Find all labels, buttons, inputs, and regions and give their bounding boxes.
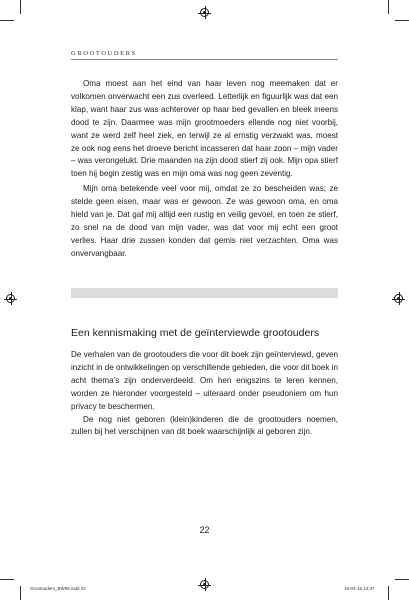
paragraph: De nog niet geboren (klein)kinderen die de grootouders noemen, zullen bij het verschijnen van dit boek waarschijnlijk al geboren zijn. [71,414,338,437]
section-divider-band [71,288,338,298]
paragraph: Mijn oma betekende veel voor mij, omdat ze zo bescheiden was; ze stelde geen eisen, maar was er gewoon. Ze was gewoon oma, en oma hield van je. Dat gaf mij altijd een rustig en veilig gevoel, en toen ze stierf, zo snel na de dood van mijn vader, was dat voor mij echt een groot verlies. Haar drie zussen konden dat gemis niet verzachten. Oma was onvervangbaar. [71,184,338,258]
crop-mark-top-right-h [395,20,409,21]
crop-mark-bottom-right-h [395,579,409,580]
registration-mark-top [200,8,209,17]
crop-mark-top-left-v [20,0,21,14]
registration-mark-bottom [200,580,209,589]
paragraph: De verhalen van de grootouders die voor dit boek zijn geïnterviewd, geven inzicht in de ontwikkelingen op verschillende gebieden, die voor dit boek in acht thema’s zijn onderverdeeld. Om hen enigszins te leren kennen, worden ze hieronder voorgesteld – uiteraard onder pseudoniem om hun privacy te beschermen. [71,350,338,411]
slug-filename: Grootouders_BW06.indd 22 [30,586,86,591]
crop-mark-top-right-v [388,0,389,14]
registration-mark-right [394,294,403,303]
page-number: 22 [199,525,210,535]
crop-mark-bottom-left-v [20,586,21,600]
paragraph: Oma moest aan het eind van haar leven nog meemaken dat er volkomen onverwacht een zus overleed. Letterlijk en figuurlijk was dat een klap, want haar zus was achterover op haar bed gevallen en bleek ineens dood te zijn. Daarmee was mijn grootmoeders ellende nog niet voorbij, want ze werd zelf heel ziek, en terwijl ze al ernstig verzwakt was, moest ze ook nog eens het droeve bericht incasseren dat haar zoon – mijn vader – was verongelukt. Drie maanden na zijn dood stierf zij ook. Mijn opa stierf toen hij begin zestig was en mijn oma was nog geen zeventig. [71,79,338,179]
crop-mark-bottom-right-v [388,586,389,600]
section-heading: Een kennismaking met de geïnterviewde grootouders [71,327,320,339]
slug-timestamp: 15-04-15 14:47 [344,586,375,591]
registration-mark-left [6,294,15,303]
crop-mark-top-left-h [0,20,14,21]
running-head: GROOTOUDERS [71,50,137,57]
running-head-rule [71,59,338,60]
intro-text-block [71,78,338,261]
section-text-block [71,349,338,439]
crop-mark-bottom-left-h [0,579,14,580]
